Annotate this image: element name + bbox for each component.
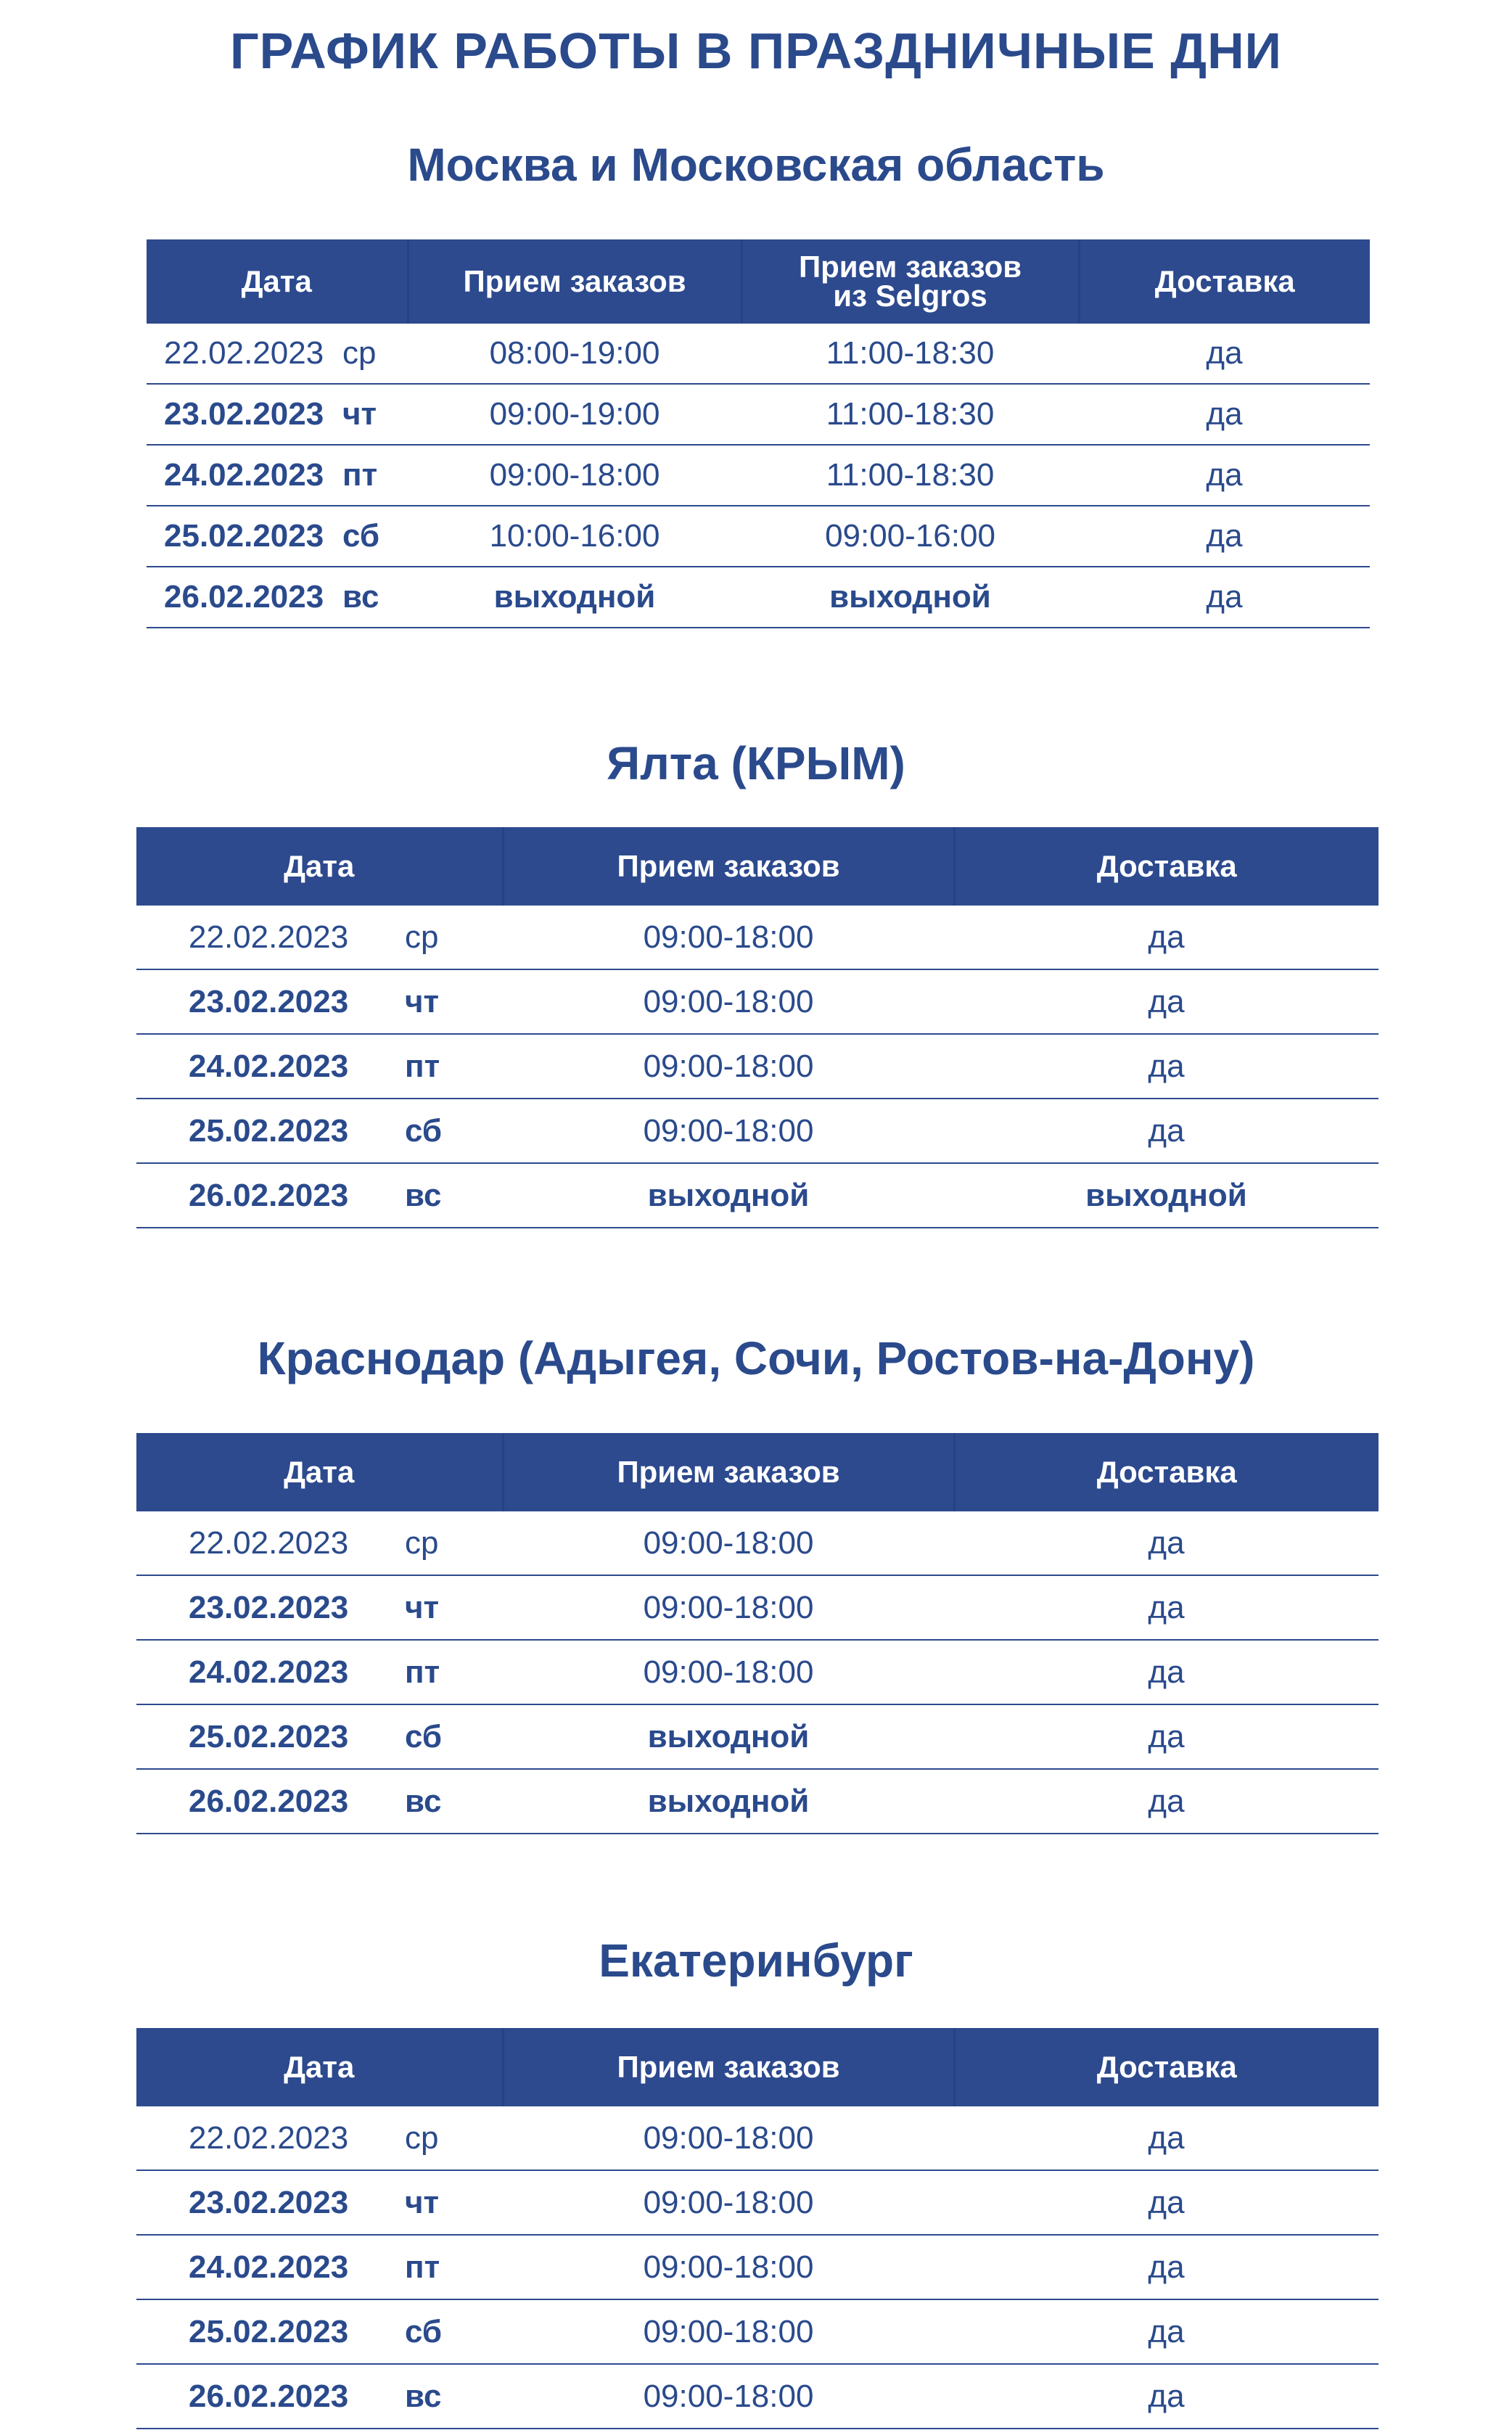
header-date: Дата: [136, 1433, 503, 1511]
delivery-cell: да: [954, 1575, 1379, 1640]
orders-cell: 08:00-19:00: [408, 324, 741, 384]
header-delivery: Доставка: [954, 1433, 1379, 1511]
header-delivery: Доставка: [954, 2028, 1379, 2106]
table-row: [136, 1769, 1379, 1834]
delivery-cell: да: [954, 1640, 1379, 1704]
orders-cell: выходной: [503, 1769, 954, 1834]
orders-cell: 09:00-18:00: [503, 906, 954, 969]
weekday-cell: пт: [342, 445, 408, 506]
weekday-cell: ср: [405, 1511, 503, 1575]
delivery-cell: да: [1079, 384, 1370, 445]
table-row: [136, 2235, 1379, 2299]
delivery-cell: да: [1079, 506, 1370, 567]
section-title-moscow: Москва и Московская область: [407, 139, 1105, 191]
weekday-cell: ср: [405, 2106, 503, 2170]
delivery-cell: да: [954, 1099, 1379, 1163]
delivery-cell: да: [1079, 445, 1370, 506]
header-selgros-line2: из Selgros: [833, 279, 987, 313]
weekday-cell: чт: [405, 969, 503, 1034]
date-cell: 26.02.2023: [136, 1163, 405, 1228]
weekday-cell: сб: [405, 1704, 503, 1769]
date-cell: 26.02.2023: [147, 567, 342, 628]
delivery-cell: да: [954, 1704, 1379, 1769]
delivery-cell: да: [954, 1034, 1379, 1099]
delivery-cell: да: [1079, 567, 1370, 628]
table-row: [147, 384, 1370, 445]
delivery-cell: да: [954, 1769, 1379, 1834]
delivery-cell: да: [1079, 324, 1370, 384]
header-orders: Прием заказов: [408, 239, 741, 324]
orders-cell: 09:00-18:00: [408, 445, 741, 506]
date-cell: 24.02.2023: [136, 1034, 405, 1099]
schedule-table-ekaterinburg: [136, 2028, 1379, 2429]
delivery-cell: выходной: [954, 1163, 1379, 1228]
weekday-cell: ср: [405, 906, 503, 969]
table-row: [136, 1704, 1379, 1769]
orders-cell: 09:00-19:00: [408, 384, 741, 445]
section-title-yalta: Ялта (КРЫМ): [607, 737, 905, 789]
table-row: [136, 1511, 1379, 1575]
delivery-cell: да: [954, 2235, 1379, 2299]
delivery-cell: да: [954, 2299, 1379, 2364]
orders-cell: выходной: [503, 1163, 954, 1228]
delivery-cell: да: [954, 1511, 1379, 1575]
selgros-cell: 11:00-18:30: [741, 324, 1079, 384]
date-cell: 22.02.2023: [136, 2106, 405, 2170]
orders-cell: 09:00-18:00: [503, 2299, 954, 2364]
orders-cell: 09:00-18:00: [503, 2235, 954, 2299]
table-row: [136, 2106, 1379, 2170]
table-row: [136, 1034, 1379, 1099]
table-row: [136, 906, 1379, 969]
weekday-cell: чт: [405, 1575, 503, 1640]
date-cell: 23.02.2023: [136, 1575, 405, 1640]
orders-cell: 09:00-18:00: [503, 1099, 954, 1163]
date-cell: 22.02.2023: [147, 324, 342, 384]
delivery-cell: да: [954, 906, 1379, 969]
weekday-cell: чт: [342, 384, 408, 445]
date-cell: 26.02.2023: [136, 2364, 405, 2429]
delivery-cell: да: [954, 969, 1379, 1034]
header-selgros-line1: Прием заказов: [798, 250, 1022, 284]
date-cell: 24.02.2023: [136, 1640, 405, 1704]
orders-cell: 09:00-18:00: [503, 2364, 954, 2429]
orders-cell: 10:00-16:00: [408, 506, 741, 567]
weekday-cell: вс: [342, 567, 408, 628]
weekday-cell: сб: [405, 1099, 503, 1163]
orders-cell: 09:00-18:00: [503, 2170, 954, 2235]
selgros-cell: выходной: [741, 567, 1079, 628]
selgros-cell: 11:00-18:30: [741, 384, 1079, 445]
table-row: [147, 567, 1370, 628]
schedule-table-moscow: [147, 239, 1370, 628]
header-selgros: [741, 239, 1079, 324]
date-cell: 25.02.2023: [136, 2299, 405, 2364]
delivery-cell: да: [954, 2364, 1379, 2429]
table-row: [147, 506, 1370, 567]
date-cell: 22.02.2023: [136, 1511, 405, 1575]
schedule-table-krasnodar: [136, 1433, 1379, 1834]
weekday-cell: вс: [405, 2364, 503, 2429]
schedule-table-yalta: [136, 827, 1379, 1228]
orders-cell: 09:00-18:00: [503, 1034, 954, 1099]
orders-cell: выходной: [408, 567, 741, 628]
header-orders: Прием заказов: [503, 827, 954, 906]
date-cell: 24.02.2023: [147, 445, 342, 506]
orders-cell: выходной: [503, 1704, 954, 1769]
table-row: [147, 445, 1370, 506]
date-cell: 23.02.2023: [147, 384, 342, 445]
weekday-cell: ср: [342, 324, 408, 384]
selgros-cell: 09:00-16:00: [741, 506, 1079, 567]
orders-cell: 09:00-18:00: [503, 969, 954, 1034]
header-date: Дата: [136, 827, 503, 906]
header-date: Дата: [147, 239, 408, 324]
delivery-cell: да: [954, 2106, 1379, 2170]
weekday-cell: пт: [405, 1640, 503, 1704]
weekday-cell: пт: [405, 2235, 503, 2299]
page-title: ГРАФИК РАБОТЫ В ПРАЗДНИЧНЫЕ ДНИ: [230, 22, 1282, 79]
table-row: [136, 1163, 1379, 1228]
header-delivery: Доставка: [954, 827, 1379, 906]
table-row: [136, 1640, 1379, 1704]
weekday-cell: сб: [342, 506, 408, 567]
table-row: [136, 2299, 1379, 2364]
table-row: [136, 2170, 1379, 2235]
table-row: [136, 969, 1379, 1034]
weekday-cell: сб: [405, 2299, 503, 2364]
orders-cell: 09:00-18:00: [503, 1511, 954, 1575]
orders-cell: 09:00-18:00: [503, 1575, 954, 1640]
table-row: [136, 1575, 1379, 1640]
header-date: Дата: [136, 2028, 503, 2106]
weekday-cell: вс: [405, 1163, 503, 1228]
orders-cell: 09:00-18:00: [503, 2106, 954, 2170]
weekday-cell: вс: [405, 1769, 503, 1834]
date-cell: 23.02.2023: [136, 2170, 405, 2235]
date-cell: 26.02.2023: [136, 1769, 405, 1834]
weekday-cell: пт: [405, 1034, 503, 1099]
header-orders: Прием заказов: [503, 1433, 954, 1511]
orders-cell: 09:00-18:00: [503, 1640, 954, 1704]
table-row: [136, 2364, 1379, 2429]
delivery-cell: да: [954, 2170, 1379, 2235]
selgros-cell: 11:00-18:30: [741, 445, 1079, 506]
header-orders: Прием заказов: [503, 2028, 954, 2106]
table-row: [136, 1099, 1379, 1163]
date-cell: 25.02.2023: [147, 506, 342, 567]
date-cell: 25.02.2023: [136, 1704, 405, 1769]
weekday-cell: чт: [405, 2170, 503, 2235]
date-cell: 24.02.2023: [136, 2235, 405, 2299]
section-title-krasnodar: Краснодар (Адыгея, Сочи, Ростов-на-Дону): [257, 1332, 1255, 1384]
section-title-ekaterinburg: Екатеринбург: [599, 1934, 913, 1987]
header-delivery: Доставка: [1079, 239, 1370, 324]
date-cell: 23.02.2023: [136, 969, 405, 1034]
date-cell: 25.02.2023: [136, 1099, 405, 1163]
table-row: [147, 324, 1370, 384]
date-cell: 22.02.2023: [136, 906, 405, 969]
